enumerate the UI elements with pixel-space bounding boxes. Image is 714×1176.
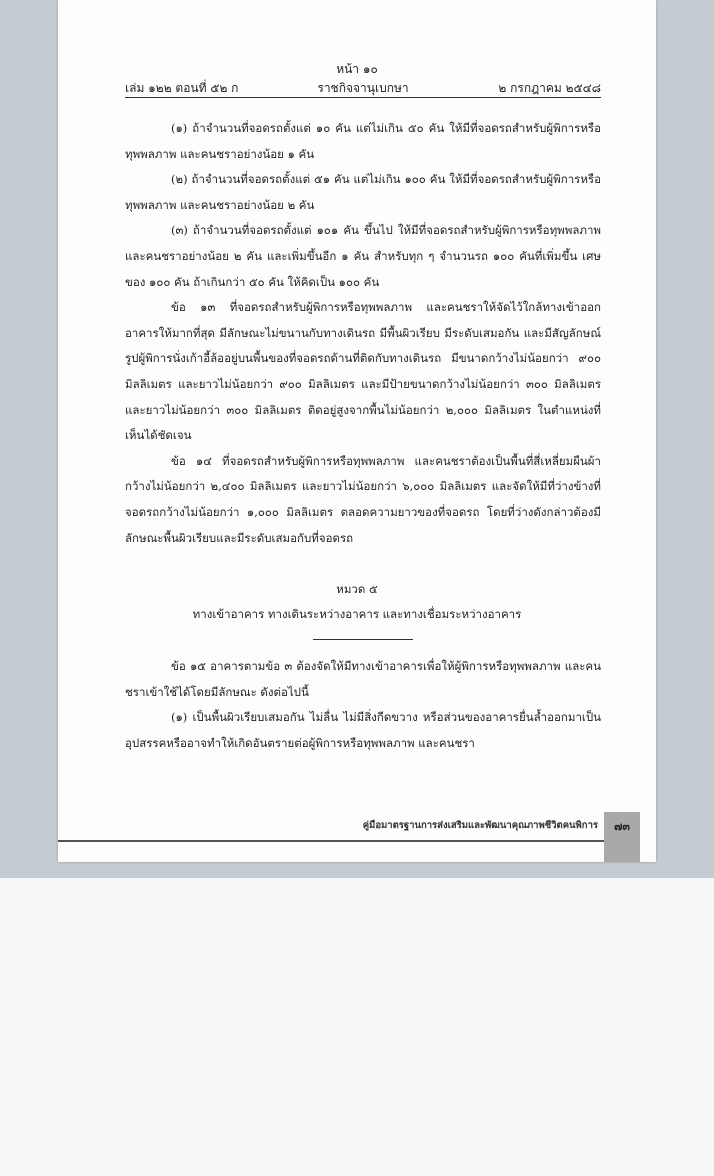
chapter-divider [313, 639, 413, 640]
header-volume: เล่ม ๑๒๒ ตอนที่ ๕๒ ก [125, 81, 239, 95]
document-page [58, 0, 656, 862]
body-section-parking [125, 116, 601, 551]
paragraph-1: (๑) ถ้าจำนวนที่จอดรถตั้งแต่ ๑๐ คัน แต่ไม่เกิน ๕๐ คัน ให้มีที่จอดรถสำหรับผู้พิการหรือทุพพลภาพ และคนชราอย่างน้อย ๑ คัน [125, 121, 601, 161]
footer-divider [58, 840, 608, 842]
header-divider [125, 97, 601, 98]
footer-page-tab: ๗๓ [604, 812, 640, 862]
header-gazette-name: ราชกิจจานุเบกษา [317, 81, 409, 95]
chapter-subtitle: ทางเข้าอาคาร ทางเดินระหว่างอาคาร และทางเชื่อมระหว่างอาคาร [192, 607, 522, 621]
chapter-title: หมวด ๕ [336, 582, 378, 596]
paragraph-article-14: ข้อ ๑๔ ที่จอดรถสำหรับผู้พิการหรือทุพพลภาพ และคนชราต้องเป็นพื้นที่สี่เหลี่ยมผืนผ้ากว้างไม่น้อยกว่า ๒,๔๐๐ มิลลิเมตร และยาวไม่น้อยกว่า ๖,๐๐๐ มิลลิเมตร และจัดให้มีที่ว่างข้างที่จอดรถกว้างไม่น้อยกว่า ๑,๐๐๐ มิลลิเมตร ตลอดความยาวของที่จอดรถ โดยที่ว่างดังกล่าวต้องมีลักษณะพื้นผิวเรียบและมีระดับเสมอกับที่จอดรถ [125, 453, 601, 545]
paragraph-2: (๒) ถ้าจำนวนที่จอดรถตั้งแต่ ๕๑ คัน แต่ไม่เกิน ๑๐๐ คัน ให้มีที่จอดรถสำหรับผู้พิการหรือทุพพลภาพ และคนชราอย่างน้อย ๒ คัน [125, 172, 601, 212]
footer-book-title: คู่มือมาตรฐานการส่งเสริมและพัฒนาคุณภาพชีวิตคนพิการ [362, 820, 598, 831]
paragraph-entrance-1: (๑) เป็นพื้นผิวเรียบเสมอกัน ไม่ลื่น ไม่มีสิ่งกีดขวาง หรือส่วนของอาคารยื่นล้ำออกมาเป็นอุปสรรคหรืออาจทำให้เกิดอันตรายต่อผู้พิการหรือทุพพลภาพ และคนชรา [125, 710, 601, 750]
paragraph-article-15: ข้อ ๑๕ อาคารตามข้อ ๓ ต้องจัดให้มีทางเข้าอาคารเพื่อให้ผู้พิการหรือทุพพลภาพ และคนชราเข้าใช้ได้โดยมีลักษณะ ดังต่อไปนี้ [125, 659, 601, 699]
body-section-entrance [125, 654, 601, 756]
header-page-number: หน้า ๑๐ [336, 62, 378, 76]
paragraph-article-13: ข้อ ๑๓ ที่จอดรถสำหรับผู้พิการหรือทุพพลภาพ และคนชราให้จัดไว้ใกล้ทางเข้าออกอาคารให้มากที่สุด มีลักษณะไม่ขนานกับทางเดินรถ มีพื้นผิวเรียบ มีระดับเสมอกัน และมีสัญลักษณ์รูปผู้พิการนั่งเก้าอี้ล้ออยู่บนพื้นของที่จอดรถด้านที่ติดกับทางเดินรถ มีขนาดกว้างไม่น้อยกว่า ๙๐๐ มิลลิเมตร และยาวไม่น้อยกว่า ๙๐๐ มิลลิเมตร และมีป้ายขนาดกว้างไม่น้อยกว่า ๓๐๐ มิลลิเมตร และยาวไม่น้อยกว่า ๓๐๐ มิลลิเมตร ติดอยู่สูงจากพื้นไม่น้อยกว่า ๒,๐๐๐ มิลลิเมตร ในตำแหน่งที่เห็นได้ชัดเจน [125, 300, 601, 443]
empty-background [0, 878, 714, 1176]
header-date: ๒ กรกฎาคม ๒๕๔๘ [498, 81, 601, 95]
header-row [125, 79, 601, 97]
paragraph-3: (๓) ถ้าจำนวนที่จอดรถตั้งแต่ ๑๐๑ คัน ขึ้นไป ให้มีที่จอดรถสำหรับผู้พิการหรือทุพพลภาพ และคนชราอย่างน้อย ๒ คัน และเพิ่มขึ้นอีก ๑ คัน สำหรับทุก ๆ จำนวนรถ ๑๐๐ คันที่เพิ่มขึ้น เศษของ ๑๐๐ คัน ถ้าเกินกว่า ๕๐ คัน ให้คิดเป็น ๑๐๐ คัน [125, 223, 601, 289]
